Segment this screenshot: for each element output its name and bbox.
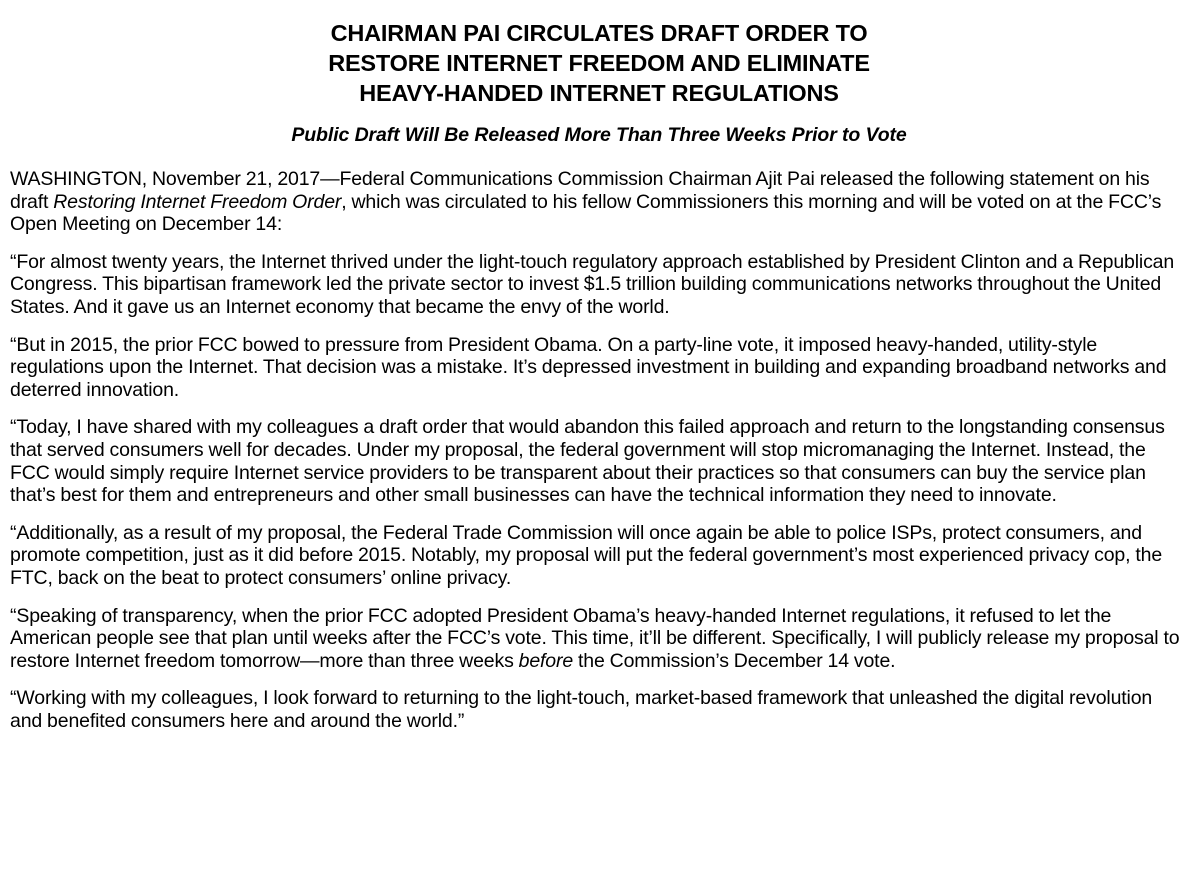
- headline: [10, 18, 1188, 108]
- quote-5-emphasis: before: [518, 649, 574, 672]
- quote-paragraph-2: “But in 2015, the prior FCC bowed to pressure from President Obama. On a party-line vote, it imposed heavy-handed, utility-style regulations upon the Internet. That decision was a mistake. It’s depressed investment in building and expanding broadband networks and deterred innovation.: [10, 333, 1167, 401]
- quote-paragraph-3: “Today, I have shared with my colleagues a draft order that would abandon this failed approach and return to the longstanding consensus that served consumers well for decades. Under my proposal, the federal government will stop micromanaging the Internet. Instead, the FCC would simply require Internet service providers to be transparent about their practices so that consumers can buy the service plan that’s best for them and entrepreneurs and other small businesses can have the technical information they need to innovate.: [10, 416, 1165, 507]
- headline-line-3: HEAVY-HANDED INTERNET REGULATIONS: [359, 80, 839, 106]
- quote-paragraph-4: “Additionally, as a result of my proposal, the Federal Trade Commission will once again be able to police ISPs, protect consumers, and promote competition, just as it did before 2015. Notably, my proposal will put the federal government’s most experienced privacy cop, the FTC, back on the beat to protect consumers’ online privacy.: [10, 521, 1163, 589]
- headline-line-2: RESTORE INTERNET FREEDOM AND ELIMINATE: [328, 50, 870, 76]
- intro-text-start: WASHINGTON, November 21, 2017—Federal Communications Commission Chairman Ajit Pai released the following statement on his draft: [10, 168, 1150, 213]
- quote-paragraph-6: “Working with my colleagues, I look forward to returning to the light-touch, market-based framework that unleashed the digital revolution and benefited consumers here and around the world.”: [10, 687, 1153, 732]
- intro-text-end: , which was circulated to his fellow Commissioners this morning and will be voted on at the FCC’s Open Meeting on December 14:: [10, 190, 1162, 236]
- quote-paragraph-5: [10, 605, 1188, 673]
- quote-paragraph-1: “For almost twenty years, the Internet thrived under the light-touch regulatory approach established by President Clinton and a Republican Congress. This bipartisan framework led the private sector to invest $1.5 trillion building communications networks throughout the United States. And it gave us an Internet economy that became the envy of the world.: [10, 250, 1175, 318]
- intro-paragraph: [10, 168, 1188, 236]
- subheadline: Public Draft Will Be Released More Than Three Weeks Prior to Vote: [291, 124, 907, 146]
- quote-5-text-start: “Speaking of transparency, when the prior FCC adopted President Obama’s heavy-handed Internet regulations, it refused to let the American people see that plan until weeks after the FCC’s vote. This time, it’ll be different. Specifically, I will publicly release my proposal to restore Internet freedom tomorrow—more than three weeks: [10, 604, 1180, 672]
- headline-line-1: CHAIRMAN PAI CIRCULATES DRAFT ORDER TO: [330, 20, 868, 46]
- order-title: Restoring Internet Freedom Order: [53, 190, 342, 213]
- quote-5-text-end: the Commission’s December 14 vote.: [573, 649, 896, 672]
